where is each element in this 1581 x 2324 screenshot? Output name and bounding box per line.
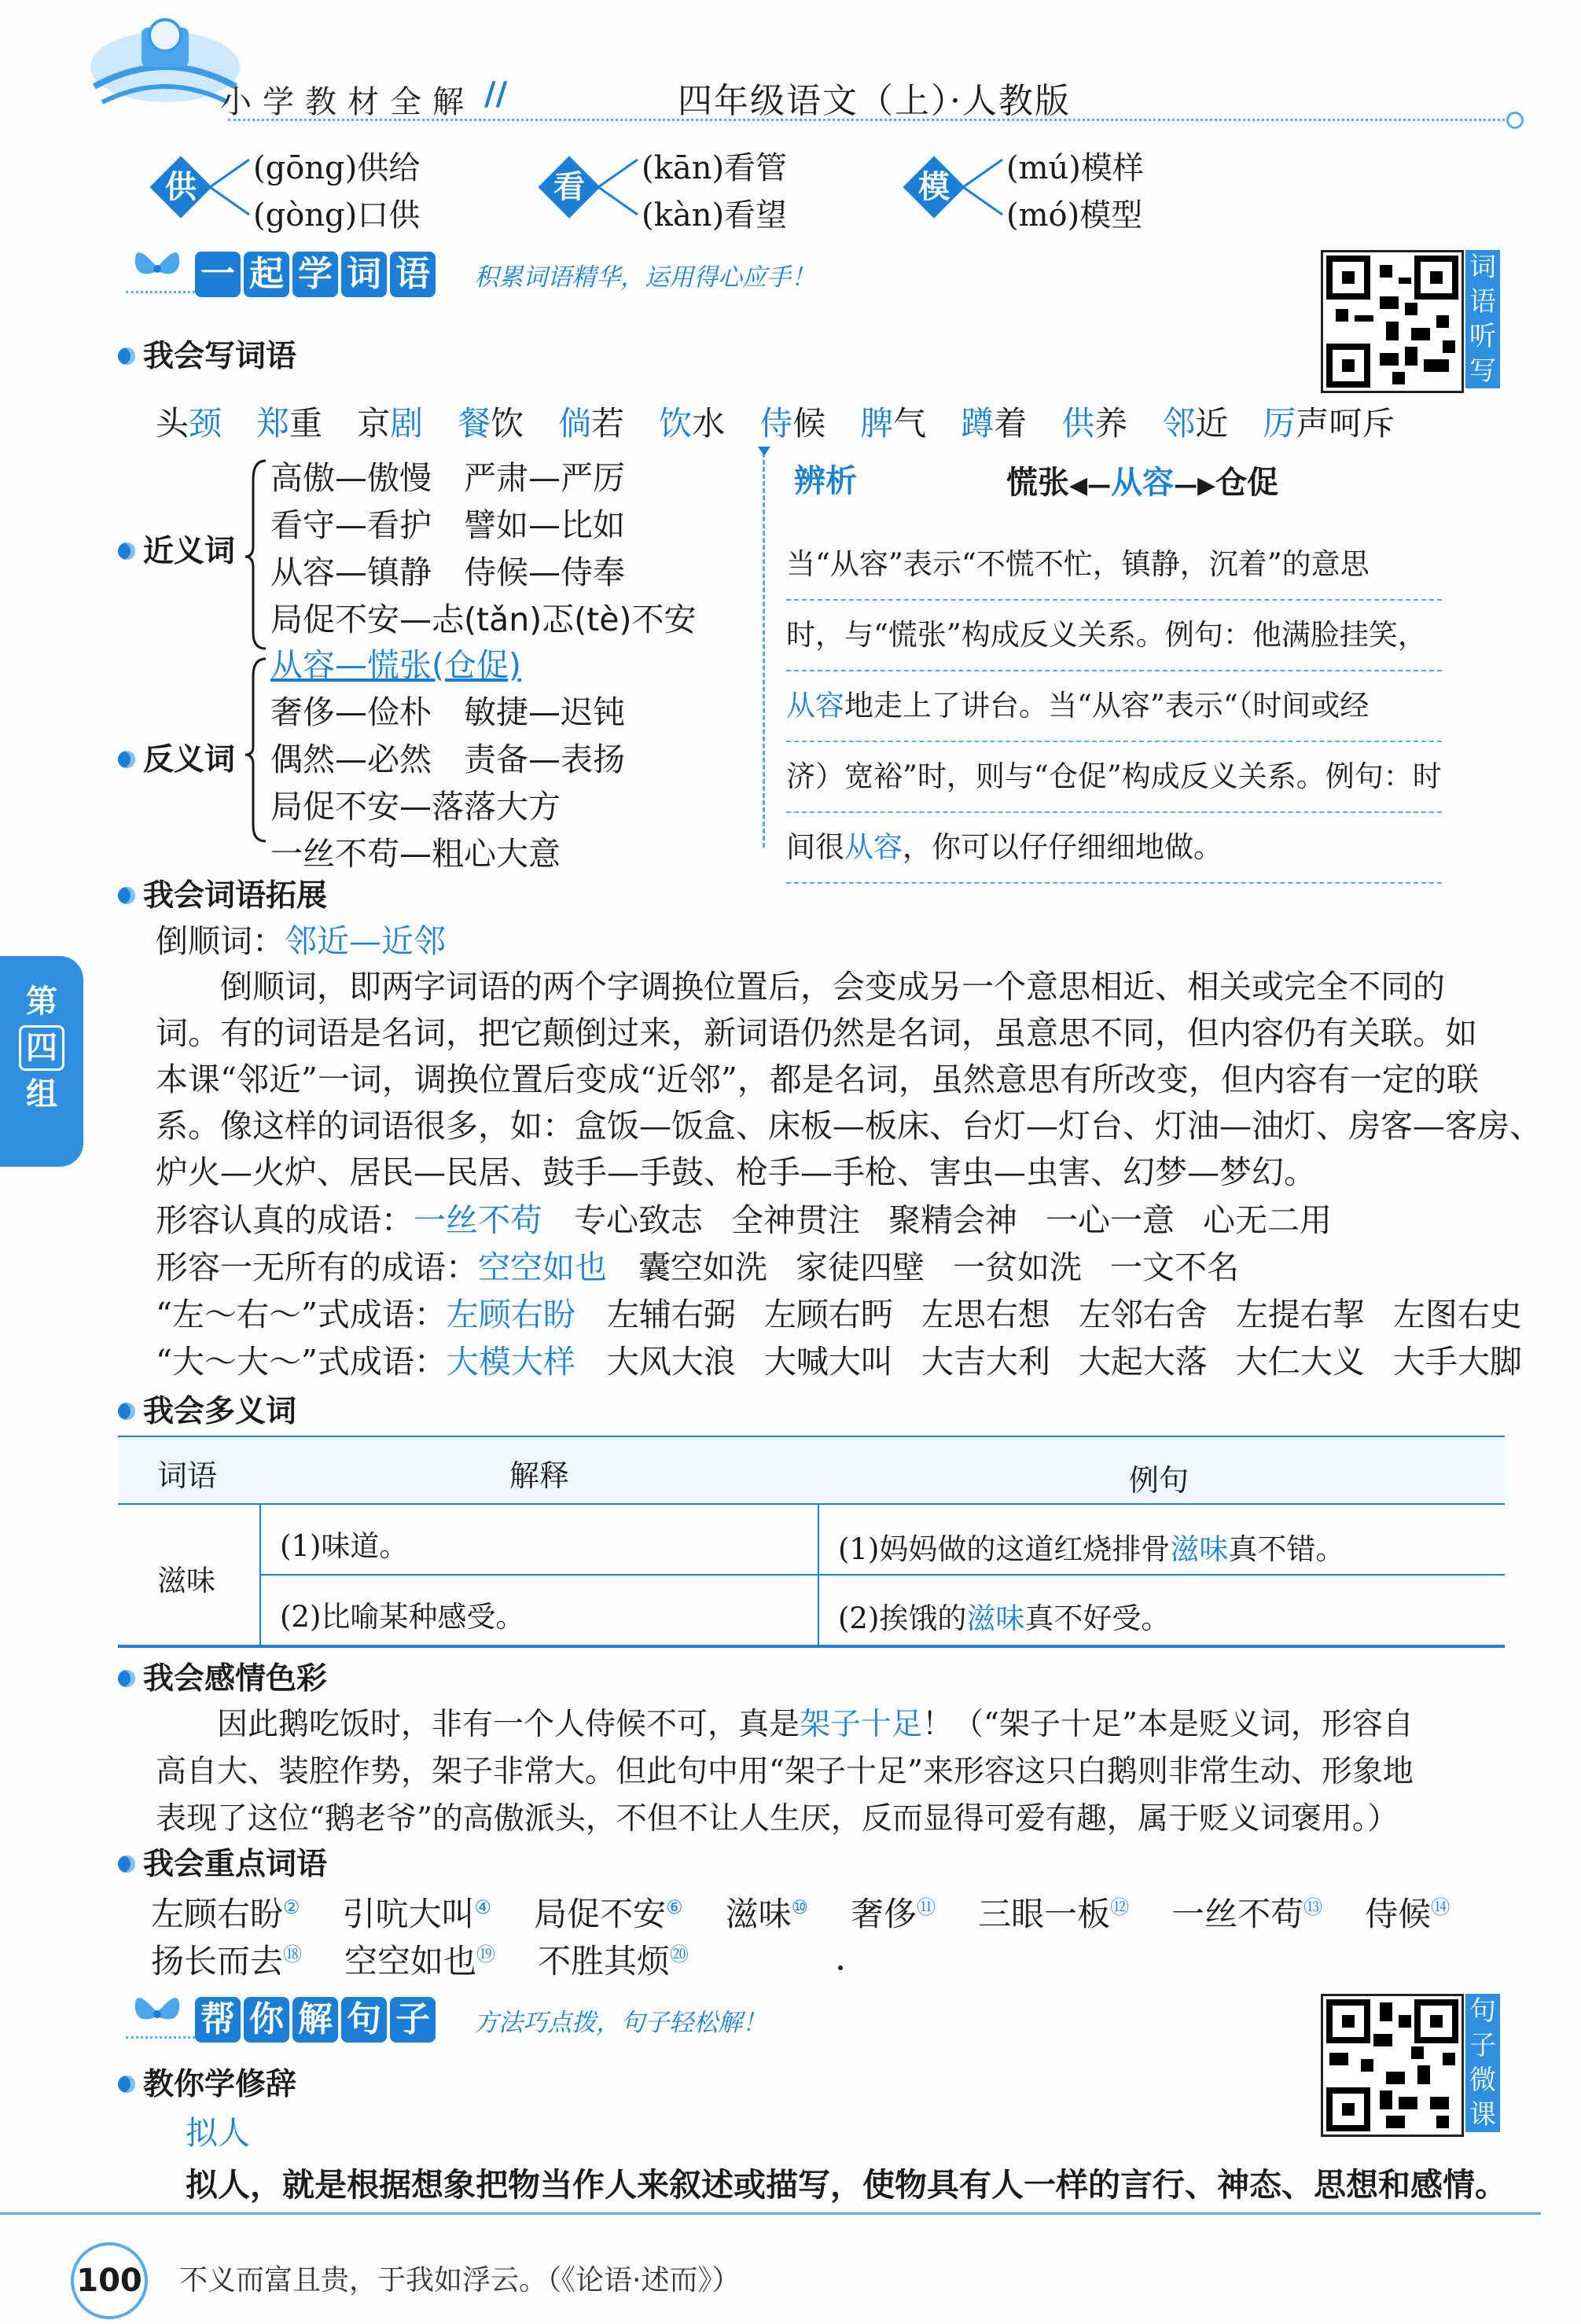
heading-polysemy: 我会多义词: [118, 1387, 296, 1431]
word-part: 头: [156, 404, 189, 443]
banner-char: 句: [341, 1997, 387, 2043]
banner-slogan: 积累词语精华，运用得心应手！: [474, 263, 816, 292]
analysis-seg: 从容: [786, 689, 844, 723]
key-word-text: 奢侈: [851, 1895, 917, 1933]
antonym-line: 偶然—必然 责备—表扬: [270, 741, 625, 778]
idiom: 专心致志: [574, 1201, 703, 1239]
word-target-char: 侍: [759, 404, 793, 443]
idiom: 心无二用: [1203, 1201, 1332, 1239]
idiom-rows: [156, 1197, 1550, 1385]
diagram-right: 仓促: [1215, 465, 1279, 501]
key-words-row: [151, 1936, 731, 1983]
idiom: 大吉大利: [921, 1343, 1050, 1381]
daoshun-example: 邻近—近邻: [285, 922, 446, 960]
idiom-highlight: 左顾右盼: [446, 1296, 575, 1333]
key-word: [344, 1942, 495, 1980]
word-target-char: 剧: [390, 404, 424, 443]
table-header-meaning: 解释: [509, 1458, 570, 1493]
key-word-note: ⑲: [476, 1943, 496, 1965]
idiom-row: [156, 1338, 1550, 1385]
key-words-row: [151, 1888, 1492, 1936]
idiom: 囊空如洗: [638, 1248, 767, 1286]
write-word: [659, 404, 725, 443]
antonyms-label: 反义词: [118, 735, 235, 779]
key-word-note: ④: [474, 1896, 492, 1918]
diagram-mid: 从容: [1111, 465, 1175, 501]
idiom: 大风大浪: [606, 1343, 736, 1381]
word-target-char: 蹲: [961, 404, 995, 443]
synonym-line: 高傲—傲慢 严肃—严厉: [270, 459, 625, 497]
word-target-char: 供: [1061, 404, 1095, 443]
key-word-note: ⑳: [670, 1943, 689, 1965]
header-slash: //: [484, 75, 508, 112]
key-word-note: ②: [283, 1896, 300, 1918]
dot-mark: [838, 1965, 843, 1970]
side-tab-char: 组: [26, 1076, 57, 1112]
analysis-seg: 从容: [844, 830, 903, 864]
analysis-diagram: [1006, 458, 1278, 502]
rhetoric-term: 拟人: [186, 2114, 250, 2152]
key-word-text: 不胜其烦: [538, 1942, 671, 1980]
idiom-highlight: 空空如也: [478, 1248, 607, 1286]
table-header-example: 例句: [1129, 1463, 1189, 1498]
table-row-rule: [259, 1574, 1505, 1576]
idiom: 左辅右弼: [606, 1296, 736, 1333]
antonym-line: 一丝不苟—粗心大意: [270, 835, 561, 873]
write-word: [458, 404, 524, 443]
heading-key-words: 我会重点词语: [118, 1840, 327, 1884]
daoshun-label: 倒顺词：: [156, 922, 285, 960]
page-number: 100: [71, 2242, 148, 2319]
footer-rule: [0, 2212, 1541, 2215]
butterfly-icon: [126, 236, 189, 299]
banner-chars: [195, 1999, 439, 2039]
arrow-right-icon: —▶: [1174, 472, 1216, 499]
key-word-text: 空空如也: [344, 1942, 477, 1980]
banner-char: 起: [244, 252, 289, 297]
idiom: 左邻右舍: [1078, 1296, 1208, 1333]
polyphone-reading: (gòng)口供: [253, 197, 421, 234]
key-word-text: 局促不安: [534, 1895, 667, 1933]
idiom-row: [156, 1197, 1550, 1244]
idiom: 左图右史: [1392, 1296, 1522, 1333]
banner-char: 解: [292, 1997, 338, 2043]
table-header-bg: [118, 1437, 1505, 1503]
brace-icon: [959, 148, 1006, 226]
table-cell-example: (1)妈妈做的这道红烧排骨滋味真不错。: [838, 1532, 1345, 1566]
word-target-char: 倘: [558, 404, 592, 443]
banner-slogan: 方法巧点拨，句子轻松解！: [474, 2009, 767, 2037]
analysis-marker-icon: [758, 447, 770, 456]
synonyms-label: 近义词: [118, 527, 235, 571]
arrow-left-icon: ◀—: [1069, 472, 1112, 499]
word-part: 饮: [491, 404, 524, 443]
analysis-text: [786, 530, 1442, 884]
banner-rule: [126, 2036, 204, 2039]
idiom-label: “左～右～”式成语：: [156, 1296, 447, 1333]
key-word: [151, 1942, 302, 1980]
series-title: 小学教材全解: [220, 84, 475, 120]
banner-char: 学: [292, 252, 338, 297]
idiom: 大喊大叫: [763, 1343, 893, 1381]
key-word-note: ⑩: [791, 1896, 809, 1918]
analysis-tag: 辨析: [794, 462, 857, 499]
analysis-divider: [763, 453, 765, 848]
brace-icon: [206, 148, 253, 226]
header-rule-dot: [1506, 112, 1524, 129]
synonym-line: 从容—镇静 侍候—侍奉: [270, 553, 625, 591]
key-word-note: ⑪: [917, 1896, 936, 1918]
qr-code-icon[interactable]: [1321, 1994, 1464, 2137]
paragraph-line: 倒顺词，即两字词语的两个字调换位置后，会变成另一个意思相近、相关或完全不同的: [156, 968, 1445, 1006]
word-part: 候: [792, 404, 826, 443]
banner-char: 一: [195, 252, 241, 297]
write-word: [759, 404, 825, 443]
idiom-label: “大～大～”式成语：: [156, 1343, 447, 1381]
paragraph-line: 系。像这样的词语很多，如：盒饭—饭盒、床板—板床、台灯—灯台、灯油—油灯、房客—客房、: [156, 1107, 1542, 1145]
write-word: [558, 404, 624, 443]
word-part: 若: [591, 404, 625, 443]
analysis-seg: 地走上了讲台。当“从容”表示“（时间或经: [844, 689, 1370, 723]
write-word: [256, 404, 322, 443]
antonym-list: [270, 642, 625, 877]
table-cell-meaning: (2)比喻某种感受。: [280, 1600, 525, 1634]
word-target-char: 厉: [1263, 404, 1296, 443]
idiom: 左思右想: [921, 1296, 1050, 1333]
analysis-line: [786, 601, 1442, 671]
analysis-seg: ，你可以仔仔细细地做。: [903, 830, 1223, 864]
word-target-char: 邻: [1162, 404, 1196, 443]
key-word: [1365, 1895, 1450, 1933]
key-word-text: 侍候: [1365, 1895, 1432, 1933]
analysis-line: [786, 742, 1442, 813]
word-part: 近: [1195, 404, 1229, 443]
idiom-row: [156, 1244, 1550, 1291]
word-part: 养: [1094, 404, 1128, 443]
word-target-char: 颈: [189, 404, 222, 443]
idiom: 家徒四壁: [796, 1248, 925, 1286]
section-banner-learn-words: [195, 252, 815, 303]
write-word: [961, 404, 1027, 443]
heading-emotion: 我会感情色彩: [118, 1654, 327, 1698]
key-word-text: 左顾右盼: [151, 1895, 284, 1933]
antonym-line: 局促不安—落落大方: [270, 788, 561, 826]
idiom: 大起大落: [1078, 1343, 1208, 1381]
polyphone-reading: (kàn)看望: [642, 197, 788, 234]
analysis-line: [786, 671, 1442, 742]
synonym-line: 看守—看护 譬如—比如: [270, 506, 625, 544]
analysis-seg: 时，与“慌张”构成反义关系。例句：他满脸挂笑，: [786, 618, 1427, 652]
side-tab-char: 四: [19, 1025, 64, 1071]
antonym-line: 奢侈—俭朴 敏捷—迟钝: [270, 693, 625, 731]
word-part: 水: [692, 404, 726, 443]
emotion-line: 高自大、装腔作势，架子非常大。但此句中用“架子十足”来形容这只白鹅则非常生动、形象地: [156, 1754, 1414, 1789]
word-part: 重: [289, 404, 323, 443]
word-target-char: 郑: [256, 404, 290, 443]
polyphone-reading: (gōng)供给: [253, 150, 421, 186]
paragraph-line: 词。有的词语是名词，把它颠倒过来，新词语仍然是名词，虽意思不同，但内容仍有关联。如: [156, 1014, 1477, 1052]
brace-icon: [594, 148, 642, 226]
key-word-text: 三眼一板: [978, 1895, 1111, 1933]
word-part: 气: [893, 404, 927, 443]
analysis-seg: 当“从容”表示“不慌不忙，镇静，沉着”的意思: [786, 547, 1370, 581]
expand-paragraph: [156, 964, 1542, 1196]
key-word-text: 滋味: [725, 1895, 792, 1933]
table-head-rule: [118, 1503, 1505, 1505]
table-header-word: 词语: [157, 1458, 218, 1493]
polyphone-char: 模: [918, 168, 950, 205]
emotion-paragraph: 因此鹅吃饭时，非有一个人侍候不可，真是架子十足！（“架子十足”本是贬义词，形容自 高自大、装腔作势，架子非常大。但此句中用“架子十足”来形容这只白鹅则非常生动、形象地 表现了这位“鹅老爷”的高傲派头，不但不让人生厌，反而显得可爱有趣，属于贬义词褒用。）: [156, 1701, 1414, 1843]
key-word-note: ⑬: [1303, 1896, 1323, 1918]
heading-rhetoric: 教你学修辞: [118, 2060, 296, 2104]
book-title: 四年级语文（上）·人教版: [678, 81, 1071, 121]
key-word-note: ⑱: [283, 1943, 303, 1965]
idiom: 大仁大义: [1235, 1343, 1365, 1381]
key-word-text: 扬长而去: [151, 1942, 284, 1980]
table-cell-example: (2)挨饿的滋味真不好受。: [838, 1601, 1171, 1635]
key-word: [151, 1895, 300, 1933]
key-word: [343, 1895, 492, 1933]
table-cell-word: 滋味: [157, 1564, 215, 1598]
qr-label-sentence-lesson: 句子微课: [1465, 1994, 1500, 2132]
analysis-seg: 济）宽裕”时，则与“仓促”构成反义关系。例句：时: [786, 759, 1442, 793]
word-part: 京: [357, 404, 391, 443]
antonym-line-highlight: 从容—慌张(仓促): [270, 646, 521, 684]
write-word: [860, 404, 926, 443]
paragraph-line: 本课“邻近”一词，调换位置后变成“近邻”，都是名词，虽然意思有所改变，但内容有一定的联: [156, 1061, 1479, 1098]
qr-code-icon[interactable]: [1321, 250, 1464, 393]
idiom-highlight: 大模大样: [446, 1343, 575, 1381]
daoshun-line: [156, 915, 446, 962]
idiom: 左顾右眄: [763, 1296, 893, 1333]
idiom-row: [156, 1291, 1550, 1338]
idiom: 左提右挈: [1235, 1296, 1365, 1333]
key-word: [534, 1895, 683, 1933]
banner-char: 语: [390, 252, 436, 297]
key-word: [538, 1942, 689, 1980]
word-part: 声呵斥: [1296, 404, 1395, 443]
write-word: [357, 404, 423, 443]
key-word-text: 一丝不苟: [1171, 1895, 1304, 1933]
polyphone-reading: (mó)模型: [1006, 197, 1143, 234]
butterfly-icon: [126, 1981, 189, 2044]
key-word-note: ⑥: [666, 1896, 683, 1918]
idiom: 一心一意: [1046, 1201, 1175, 1239]
polyphone-char: 供: [165, 168, 197, 205]
banner-char: 词: [341, 252, 387, 297]
emotion-line: 表现了这位“鹅老爷”的高傲派头，不但不让人生厌，反而显得可爱有趣，属于贬义词褒用。）: [156, 1801, 1399, 1837]
write-word: [1061, 404, 1127, 443]
idiom: 一贫如洗: [953, 1248, 1082, 1286]
synonym-list: [270, 454, 696, 643]
write-words-row: [156, 398, 1429, 445]
idiom-label: 形容一无所有的成语：: [156, 1248, 478, 1286]
idiom: 大手大脚: [1392, 1343, 1522, 1381]
chapter-side-tab[interactable]: [0, 956, 83, 1167]
write-word: [156, 404, 222, 443]
banner-char: 你: [244, 1997, 289, 2043]
key-word-note: ⑫: [1110, 1896, 1130, 1918]
section-banner-sentences: [195, 1997, 767, 2049]
idiom: 一文不名: [1110, 1248, 1239, 1286]
qr-label-word-dictation: 词语听写: [1465, 250, 1500, 388]
bracket-icon: [244, 456, 267, 849]
paragraph-line: 炉火—火炉、居民—民居、鼓手—手鼓、枪手—手枪、害虫—虫害、幻梦—梦幻。: [156, 1153, 1316, 1191]
diagram-left: 慌张: [1006, 465, 1069, 501]
synonym-line: 局促不安—忐(tǎn)忑(tè)不安: [270, 601, 697, 638]
write-word: [1162, 404, 1228, 443]
table-cell-meaning: (1)味道。: [280, 1529, 409, 1563]
idiom-label: 形容认真的成语：: [156, 1201, 414, 1239]
banner-chars: [195, 254, 439, 294]
banner-char: 子: [390, 1997, 436, 2043]
analysis-line: [786, 530, 1442, 601]
analysis-seg: 间很: [786, 830, 844, 864]
word-target-char: 餐: [458, 404, 491, 443]
header-rule: [228, 119, 1509, 121]
key-word-text: 引吭大叫: [342, 1895, 475, 1933]
word-target-char: 脾: [860, 404, 894, 443]
key-word: [851, 1895, 936, 1933]
side-tab-char: 第: [26, 984, 57, 1020]
polyphone-char: 看: [553, 168, 585, 205]
polyphone-reading: (kān)看管: [642, 150, 788, 186]
heading-write-words: 我会写词语: [118, 332, 296, 376]
idiom: 聚精会神: [888, 1201, 1017, 1239]
word-part: 着: [994, 404, 1028, 443]
key-word-note: ⑭: [1431, 1896, 1450, 1918]
banner-rule: [126, 291, 204, 293]
idiom-highlight: 一丝不苟: [414, 1201, 542, 1239]
key-word: [978, 1895, 1129, 1933]
banner-char: 帮: [195, 1997, 241, 2043]
word-target-char: 饮: [659, 404, 693, 443]
analysis-line: [786, 813, 1442, 884]
polyphone-reading: (mú)模样: [1006, 150, 1144, 186]
write-word: [1263, 404, 1395, 443]
footer-quote: 不义而富且贵，于我如浮云。（《论语·述而》）: [179, 2264, 741, 2296]
key-word: [726, 1895, 809, 1933]
idiom: 全神贯注: [731, 1201, 860, 1239]
table-bottom-rule: [118, 1645, 1505, 1648]
heading-expand: 我会词语拓展: [118, 871, 327, 915]
rhetoric-definition: 拟人，就是根据想象把物当作人来叙述或描写，使物具有人一样的言行、神态、思想和感情。: [186, 2166, 1507, 2204]
key-word: [1171, 1895, 1322, 1933]
